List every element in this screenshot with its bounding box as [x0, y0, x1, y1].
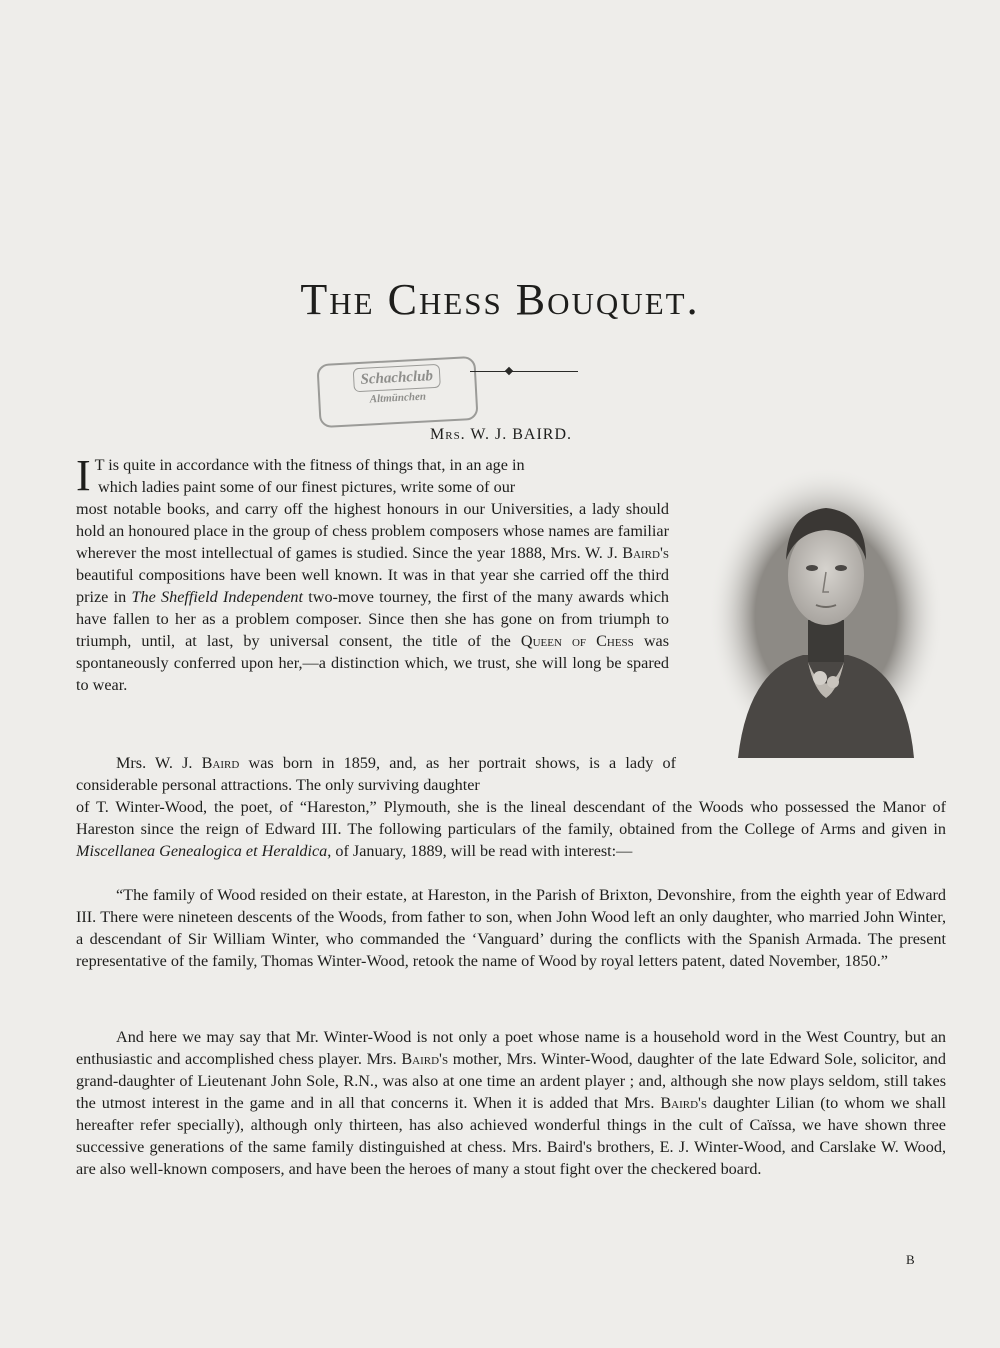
paragraph-intro	[76, 451, 669, 696]
paragraph-family	[76, 1026, 946, 1180]
text-run: Baird's	[660, 1094, 708, 1112]
text-run: T is quite in accordance with the fitness of things that, in an age in	[94, 456, 525, 474]
ornament-rule	[470, 371, 578, 372]
text-run: beautiful compositions have been well known. It was in that year she carried off the third prize in	[76, 566, 669, 606]
title-initial: T	[300, 275, 330, 324]
journal-title: Miscellanea Genealogica et Heraldica	[76, 842, 328, 860]
section-heading: Mrs. W. J. BAIRD.	[430, 426, 573, 443]
paragraph-birth-b	[76, 796, 946, 862]
text-run: Baird's	[401, 1050, 449, 1068]
text-run: was born in 1859, and, as her portrait shows, is a lady of considerable personal attractions. The only surviving daughter	[76, 754, 676, 794]
title-initial: B	[515, 275, 548, 324]
text-run: which ladies paint some of our finest pictures, write some of our	[98, 478, 516, 496]
text-run: And here we may say that Mr. Winter-Wood is not only a poet whose name is a household word in the West Country, but an enthusiastic and accomplished chess player. Mrs.	[76, 1028, 946, 1068]
drop-cap: I	[76, 451, 91, 500]
stamp-line: Altmünchen	[369, 390, 427, 406]
text-run: was spontaneously conferred upon her,—a distinction which, we trust, she will long be spared to wear.	[76, 632, 669, 694]
stamp-line: Schachclub	[353, 364, 441, 392]
ornament-dot	[505, 367, 513, 375]
portrait-image	[708, 450, 944, 758]
text-run: mother, Mrs. Winter-Wood, daughter of the late Edward Sole, solicitor, and grand-daughter of Lieutenant John Sole, R.N., was also at one time an ardent player ; and, although she now plays seldom, still takes the utmost interest in the game and in all that concerns it. When it is added that Mrs.	[76, 1050, 946, 1112]
title-word: hess	[418, 275, 516, 324]
title-initial: C	[387, 275, 419, 324]
newspaper-title: The Sheffield Independent	[131, 588, 303, 606]
title-word: ouquet.	[547, 275, 700, 324]
paragraph-birth-a	[76, 752, 676, 796]
quotation: “The family of Wood resided on their estate, at Hareston, in the Parish of Brixton, Devonshire, from the eighth year of Edward III. There were nineteen descents of the Woods, from father to son, when John Wood left an only daughter, who married John Winter, a descendant of Sir William Winter, who commanded the ‘Vanguard’ during the conflicts with the Spanish Armada. The present representative of the family, Thomas Winter-Wood, retook the name of Wood by royal letters patent, dated November, 1850.”	[76, 886, 946, 970]
text-run: most notable books, and carry off the highest honours in our Universities, a lady should hold an honoured place in the group of chess problem composers whose names are familiar wherever the most intellectual of games is studied. Since the year 1888, Mrs. W. J.	[76, 500, 669, 562]
text-run: Mrs. W. J.	[116, 754, 202, 772]
title-word: he	[329, 275, 388, 324]
text-run: two-move tourney, the first of the many awards which have fallen to her as a problem composer. Since then she has gone on from triumph to triumph, until, at last, by universal consent, the title of the	[76, 588, 669, 650]
text-run: Baird's	[622, 544, 669, 562]
text-run: of T. Winter-Wood, the poet, of “Hareston,” Plymouth, she is the lineal descendant of the Woods who possessed the Manor of Hareston since the reign of Edward III. The following particulars of the family, obtained from the College of Arms and given in	[76, 798, 946, 838]
page-title	[0, 265, 1000, 335]
text-run: Queen of Chess	[520, 632, 634, 650]
text-run: , of January, 1889, will be read with interest:—	[327, 842, 633, 860]
page-signature: B	[906, 1252, 915, 1267]
library-stamp	[316, 356, 478, 428]
text-run: daughter Lilian (to whom we shall hereafter refer specially), although only thirteen, has also achieved wonderful things in the cult of Caïssa, we have shown three successive generations of the same family distinguished at chess. Mrs. Baird's brothers, E. J. Winter-Wood, and Carslake W. Wood, are also well-known composers, and have been the heroes of many a stout fight over the checkered board.	[76, 1094, 946, 1178]
text-run: Baird	[201, 754, 240, 772]
